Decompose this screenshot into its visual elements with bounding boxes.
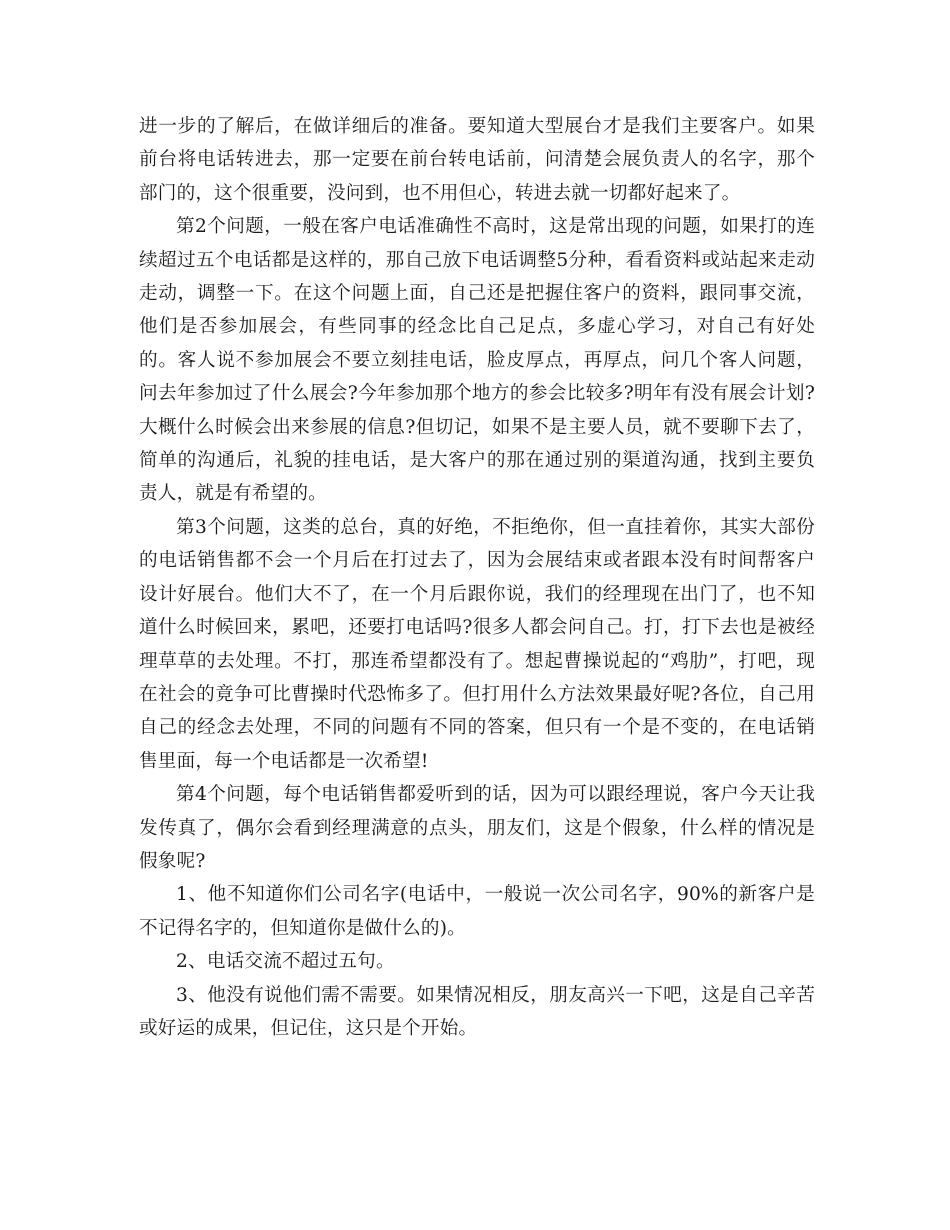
paragraph-4: 第4个问题，每个电话销售都爱听到的话，因为可以跟经理说，客户今天让我发传真了，偶尔会看到经理满意的点头，朋友们，这是个假象，什么样的情况是假象呢? [139,784,815,872]
paragraph-3: 第3个问题，这类的总台，真的好绝，不拒绝你，但一直挂着你，其实大部份的电话销售都不会一个月后在打过去了，因为会展结束或者跟本没有时间帮客户设计好展台。他们大不了，在一个月后跟你说，我们的经理现在出门了，也不知道什么时候回来，累吧，还要打电话吗?很多人都会问自己。打，打下去也是被经理草草的去处理。不打，那连希望都没有了。想起曹操说起的“鸡肋”，打吧，现在社会的竟争可比曹操时代恐怖多了。但打用什么方法效果最好呢?各位，自己用自己的经念去处理，不同的问题有不同的答案，但只有一个是不变的，在电话销售里面，每一个电话都是一次希望! [139,516,815,772]
paragraph-1: 进一步的了解后，在做详细后的准备。要知道大型展台才是我们主要客户。如果前台将电话转进去，那一定要在前台转电话前，问清楚会展负责人的名字，那个部门的，这个很重要，没问到，也不用但心，转进去就一切都好起来了。 [139,116,815,204]
list-item-3: 3、他没有说他们需不需要。如果情况相反，朋友高兴一下吧，这是自己辛苦或好运的成果，但记住，这只是个开始。 [139,984,815,1039]
paragraph-2: 第2个问题，一般在客户电话准确性不高时，这是常出现的问题，如果打的连续超过五个电话都是这样的，那自己放下电话调整5分种，看看资料或站起来走动走动，调整一下。在这个问题上面，自己还是把握住客户的资料，跟同事交流，他们是否参加展会，有些同事的经念比自己足点，多虚心学习，对自己有好处的。客人说不参加展会不要立刻挂电话，脸皮厚点，再厚点，问几个客人问题，问去年参加过了什么展会?今年参加那个地方的参会比较多?明年有没有展会计划?大概什么时候会出来参展的信息?但切记，如果不是主要人员，就不要聊下去了，简单的沟通后，礼貌的挂电话，是大客户的那在通过别的渠道沟通，找到主要负责人，就是有希望的。 [139,216,815,505]
list-item-1: 1、他不知道你们公司名字(电话中，一般说一次公司名字，90%的新客户是不记得名字的，但知道你是做什么的)。 [139,884,815,939]
list-item-2: 2、电话交流不超过五句。 [176,951,395,973]
document-body [139,110,815,1045]
